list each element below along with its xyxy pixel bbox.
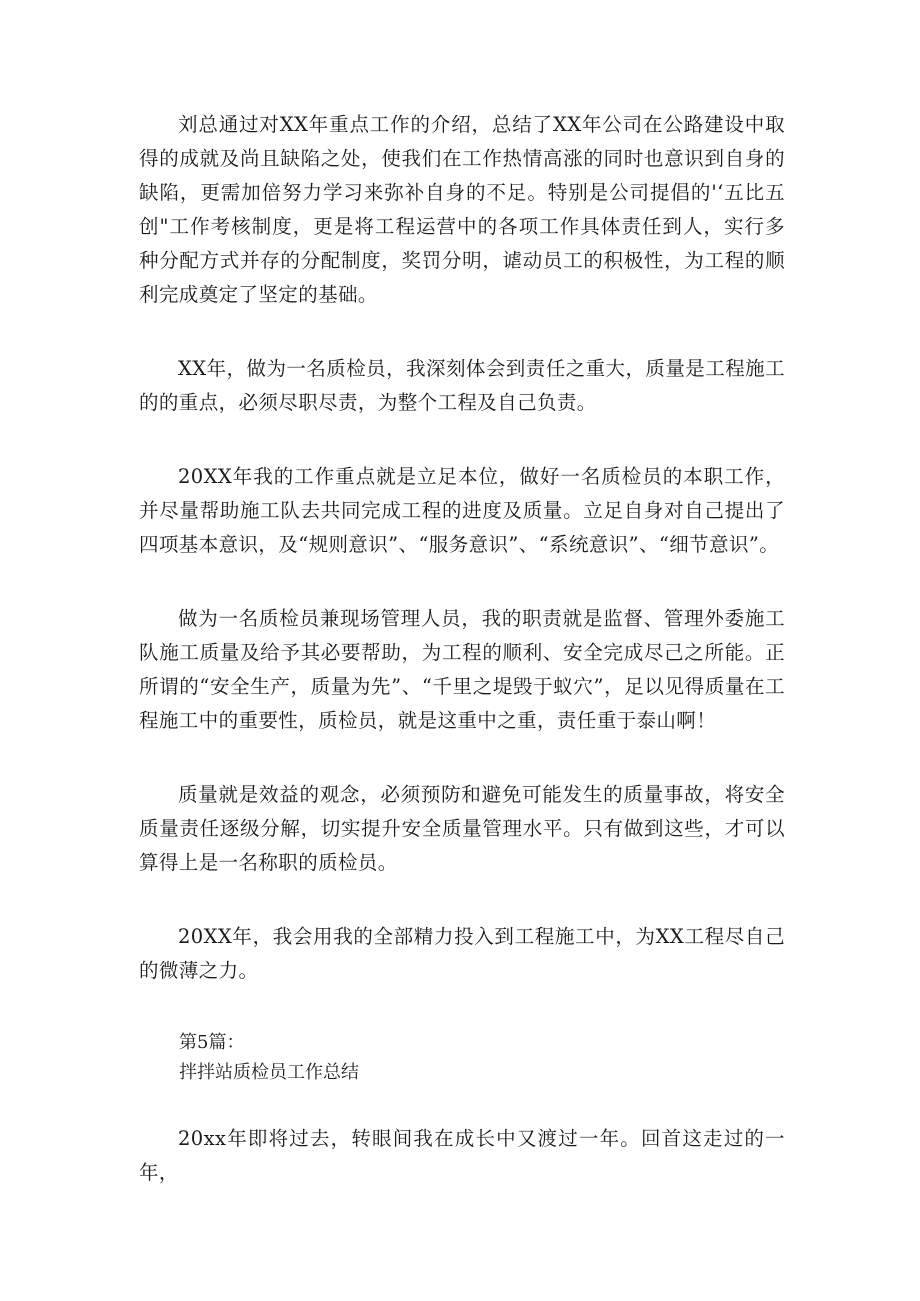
closing-paragraph: 20xx年即将过去，转眼间我在成长中又渡过一年。回首这走过的一年， bbox=[139, 1127, 785, 1184]
section-title: 拌拌站质检员工作总结 bbox=[179, 1062, 359, 1083]
paragraph-5: 质量就是效益的观念，必须预防和避免可能发生的质量事故，将安全质量责任逐级分解，切实提升安全质量管理水平。只有做到这些，才可以算得上是一名称职的质检员。 bbox=[139, 783, 785, 874]
paragraph-3: 20XX年我的工作重点就是立足本位，做好一名质检员的本职工作，并尽量帮助施工队去共同完成工程的进度及质量。立足自身对自己提出了四项基本意识，及“规则意识”、“服务意识”、“系统意识”、“细节意识”。 bbox=[139, 465, 785, 556]
paragraph-4: 做为一名质检员兼现场管理人员，我的职责就是监督、管理外委施工队施工质量及给予其必要帮助，为工程的顺利、安全完成尽己之所能。正所谓的“安全生产，质量为先”、“千里之堤毁于蚁穴”，足以见得质量在工程施工中的重要性，质检员，就是这重中之重，责任重于泰山啊！ bbox=[139, 607, 785, 732]
section-label: 第5篇： bbox=[179, 1032, 245, 1053]
paragraph-6: 20XX年，我会用我的全部精力投入到工程施工中，为XX工程尽自己的微薄之力。 bbox=[139, 925, 785, 982]
section-heading bbox=[139, 1028, 785, 1088]
document-body bbox=[139, 108, 785, 1230]
paragraph-1: 刘总通过对XX年重点工作的介绍，总结了XX年公司在公路建设中取得的成就及尚且缺陷之处，使我们在工作热情高涨的同时也意识到自身的缺陷，更需加倍努力学习来弥补自身的不足。特别是公司提倡的'‘五比五创"工作考核制度，更是将工程运营中的各项工作具体责任到人，实行多种分配方式并存的分配制度，奖罚分明，谑动员工的积极性，为工程的顺利完成奠定了坚定的基础。 bbox=[139, 113, 785, 306]
paragraph-2: XX年，做为一名质检员，我深刻体会到责任之重大，质量是工程施工的的重点，必须尽职尽责，为整个工程及自己负责。 bbox=[139, 357, 785, 414]
